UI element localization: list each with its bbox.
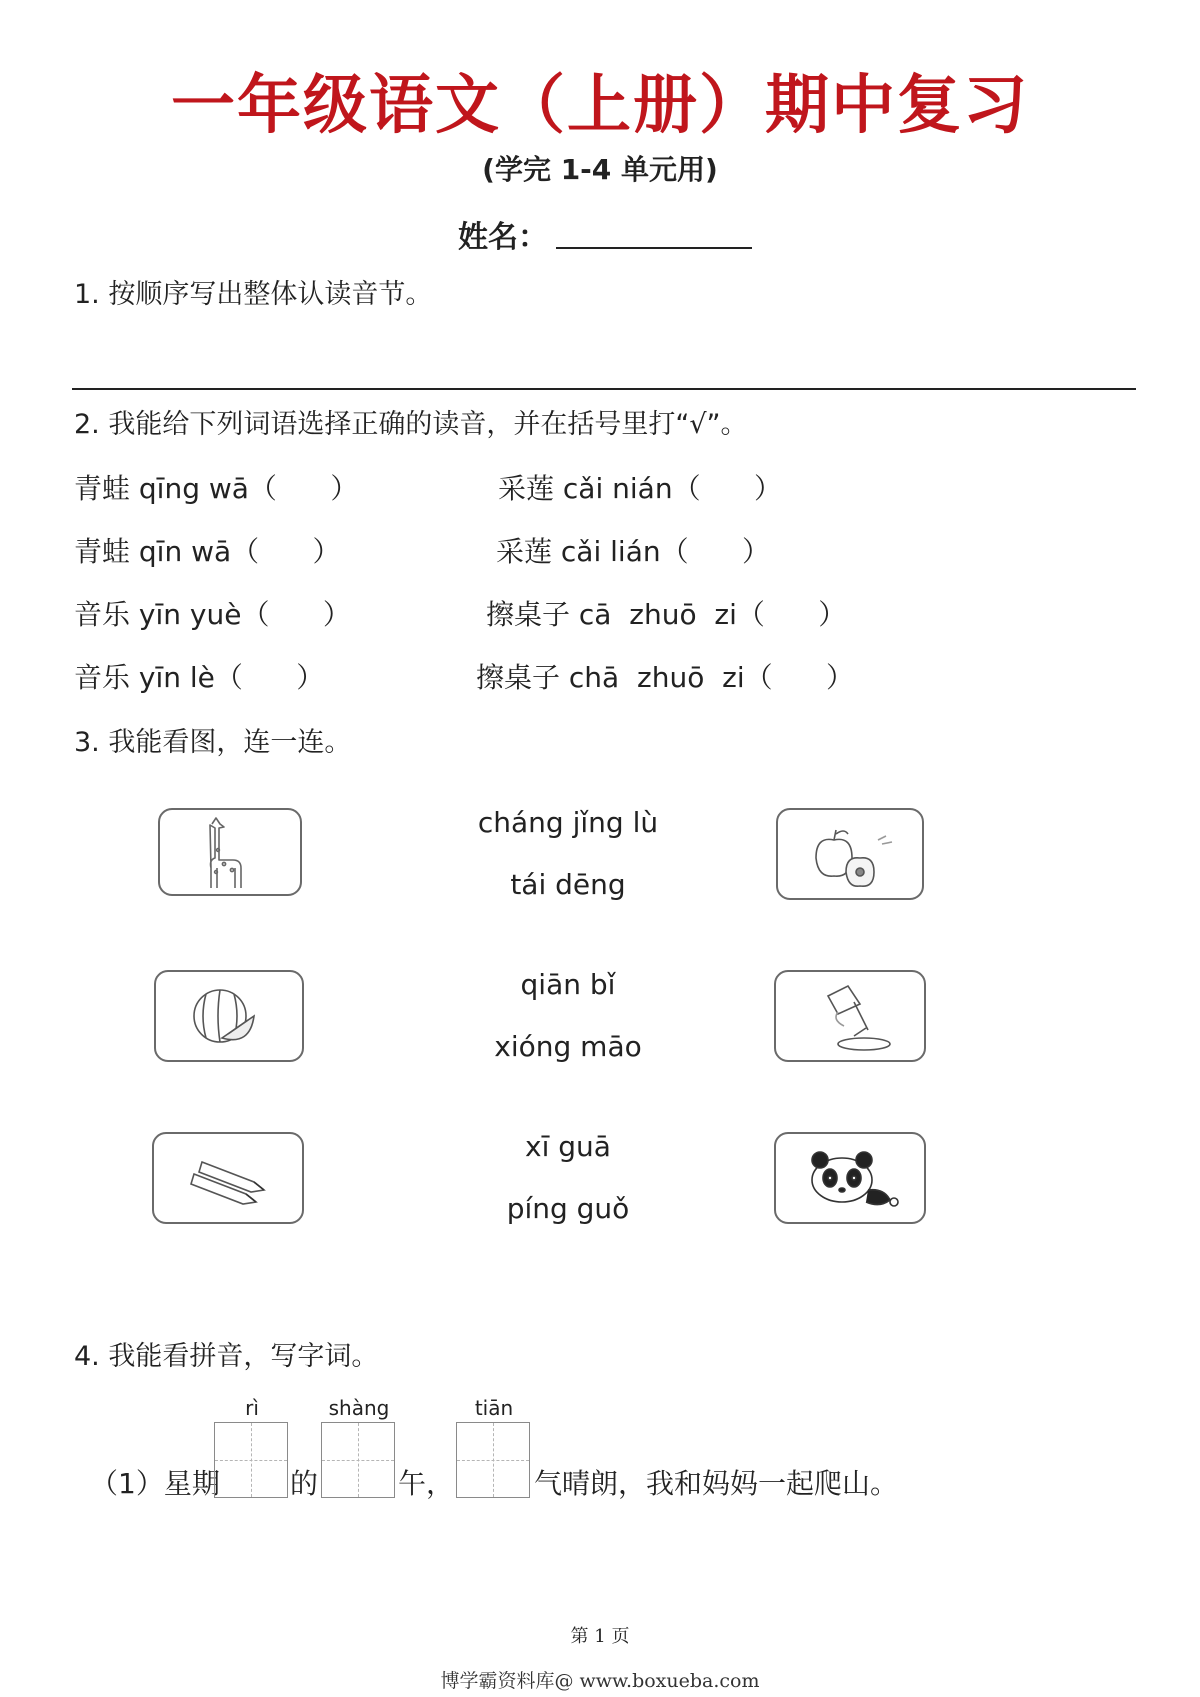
sentence-part-wu: 午， [398, 1467, 455, 1500]
writing-grid-shang[interactable] [321, 1422, 395, 1498]
source-footer: 博学霸资料库@ www.boxueba.com [440, 1670, 760, 1692]
page-subtitle: (学完 1-4 单元用) [482, 153, 718, 186]
q2-option-left-3[interactable]: 音乐 yīn yuè（ ） [74, 598, 351, 631]
pinyin-xiongmao[interactable]: xióng māo [494, 1030, 642, 1063]
giraffe-picture-box[interactable] [158, 808, 302, 896]
apple-icon [778, 810, 922, 898]
sentence-rest: 气晴朗，我和妈妈一起爬山。 [534, 1467, 899, 1500]
sentence-prefix: （1）星期 [90, 1467, 220, 1500]
q2-option-right-3[interactable]: 擦桌子 cā zhuō zi（ ） [486, 598, 847, 631]
pinyin-label-tian: tiān [474, 1396, 514, 1420]
question-2: 2. 我能给下列词语选择正确的读音，并在括号里打“√”。 [74, 409, 748, 440]
pinyin-taideng[interactable]: tái dēng [510, 868, 626, 901]
writing-grid-ri[interactable] [214, 1422, 288, 1498]
q2-option-right-1[interactable]: 采莲 cǎi nián（ ） [498, 472, 782, 505]
pinyin-label-shang: shàng [328, 1396, 390, 1420]
q2-option-left-2[interactable]: 青蛙 qīn wā（ ） [74, 535, 341, 568]
q2-option-left-4[interactable]: 音乐 yīn lè（ ） [74, 661, 325, 694]
watermelon-icon [156, 972, 302, 1060]
sentence-part-de: 的 [290, 1467, 319, 1500]
q2-option-right-4[interactable]: 擦桌子 chā zhuō zi（ ） [476, 661, 855, 694]
apples-picture-box[interactable] [776, 808, 924, 900]
question-4: 4. 我能看拼音，写字词。 [74, 1341, 379, 1372]
q2-option-right-2[interactable]: 采莲 cǎi lián（ ） [496, 535, 770, 568]
page-title: 一年级语文（上册）期中复习 [171, 69, 1029, 143]
panda-picture-box[interactable] [774, 1132, 926, 1224]
q2-option-left-1[interactable]: 青蛙 qīng wā（ ） [74, 472, 359, 505]
pinyin-label-ri: rì [245, 1396, 259, 1420]
lamp-picture-box[interactable] [774, 970, 926, 1062]
pencils-icon [154, 1134, 302, 1222]
watermelon-picture-box[interactable] [154, 970, 304, 1062]
name-label: 姓名： [458, 220, 548, 255]
question-3: 3. 我能看图，连一连。 [74, 727, 352, 758]
giraffe-icon [160, 810, 300, 894]
panda-icon [776, 1134, 924, 1222]
pinyin-xigua[interactable]: xī guā [525, 1130, 611, 1163]
pinyin-qianbi[interactable]: qiān bǐ [520, 968, 616, 1001]
writing-grid-tian[interactable] [456, 1422, 530, 1498]
lamp-icon [776, 972, 924, 1060]
name-blank-line[interactable] [556, 247, 752, 249]
question-1: 1. 按顺序写出整体认读音节。 [74, 279, 433, 310]
pinyin-pingguo[interactable]: píng guǒ [506, 1192, 630, 1225]
pencils-picture-box[interactable] [152, 1132, 304, 1224]
pinyin-changjinglu[interactable]: cháng jǐng lù [477, 806, 659, 839]
page-number: 第 1 页 [570, 1626, 630, 1647]
q1-answer-line[interactable] [72, 388, 1136, 390]
